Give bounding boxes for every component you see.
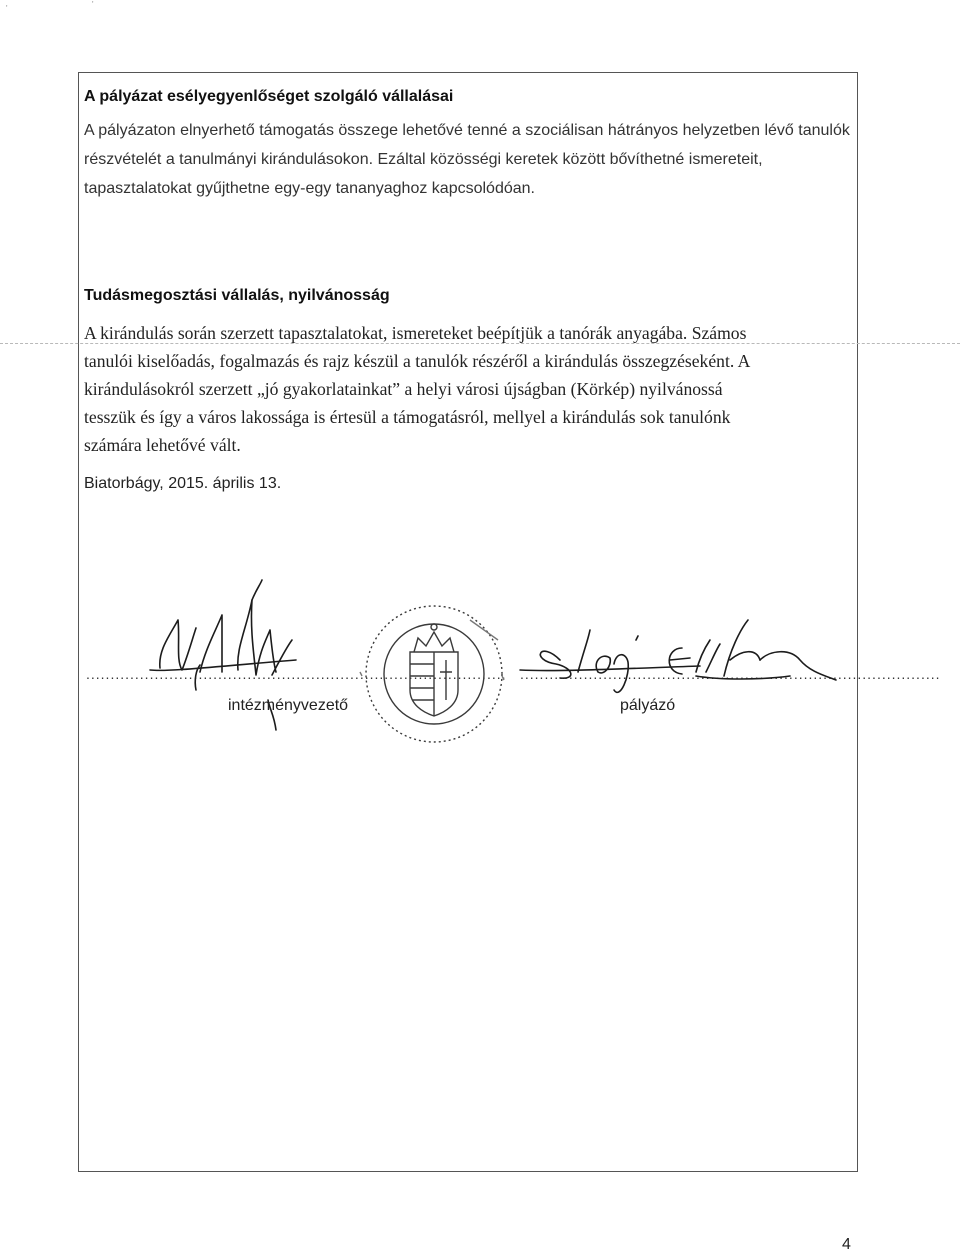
section-title-equal-opportunity: A pályázat esélyegyenlőséget szolgáló vállalásai [84,88,454,105]
date-place-line: Biatorbágy, 2015. április 13. [84,475,282,492]
paragraph-line: A kirándulás során szerzett tapasztalatokat, ismereteket beépítjük a tanórák anyagába. Számos [84,323,747,343]
paragraph-line: kirándulásokról szerzett „jó gyakorlatainkat” a helyi városi újságban (Körkép) nyilvánossá [84,379,723,399]
paragraph-line: tanulói kiselőadás, fogalmazás és rajz készül a tanulók részéről a kirándulás összegzéseként. A [84,351,751,371]
scan-mark: ' [6,4,8,13]
paragraph-line: tesszük és így a város lakossága is értesül a támogatásról, mellyel a kirándulás sok tanulónk [84,407,731,427]
scan-mark: ' [92,0,94,9]
section-paragraph-equal-opportunity: A pályázaton elnyerhető támogatás összege lehetővé tenné a szociálisan hátrányos helyzetben lévő tanulók részvételét a tanulmányi kirándulásokon. Ezáltal közösségi keretek között bővíthetné ismereteit, tapasztalatokat gyűjthetne egy-egy tananyaghoz kapcsolódóan. [84,122,850,197]
section-title-knowledge-sharing: Tudásmegosztási vállalás, nyilvánosság [84,287,390,304]
signature-line-left: ...................................................................................... [86,666,507,682]
handwritten-signature-right [520,620,941,692]
signature-label-applicant: pályázó [620,697,676,714]
signature-line-right: ...................................................................................... [520,666,941,682]
signature-label-principal: intézményvezető [228,697,349,714]
page-number: 4 [842,1236,851,1253]
paragraph-line: számára lehetővé vált. [84,435,241,455]
official-stamp [360,606,504,742]
